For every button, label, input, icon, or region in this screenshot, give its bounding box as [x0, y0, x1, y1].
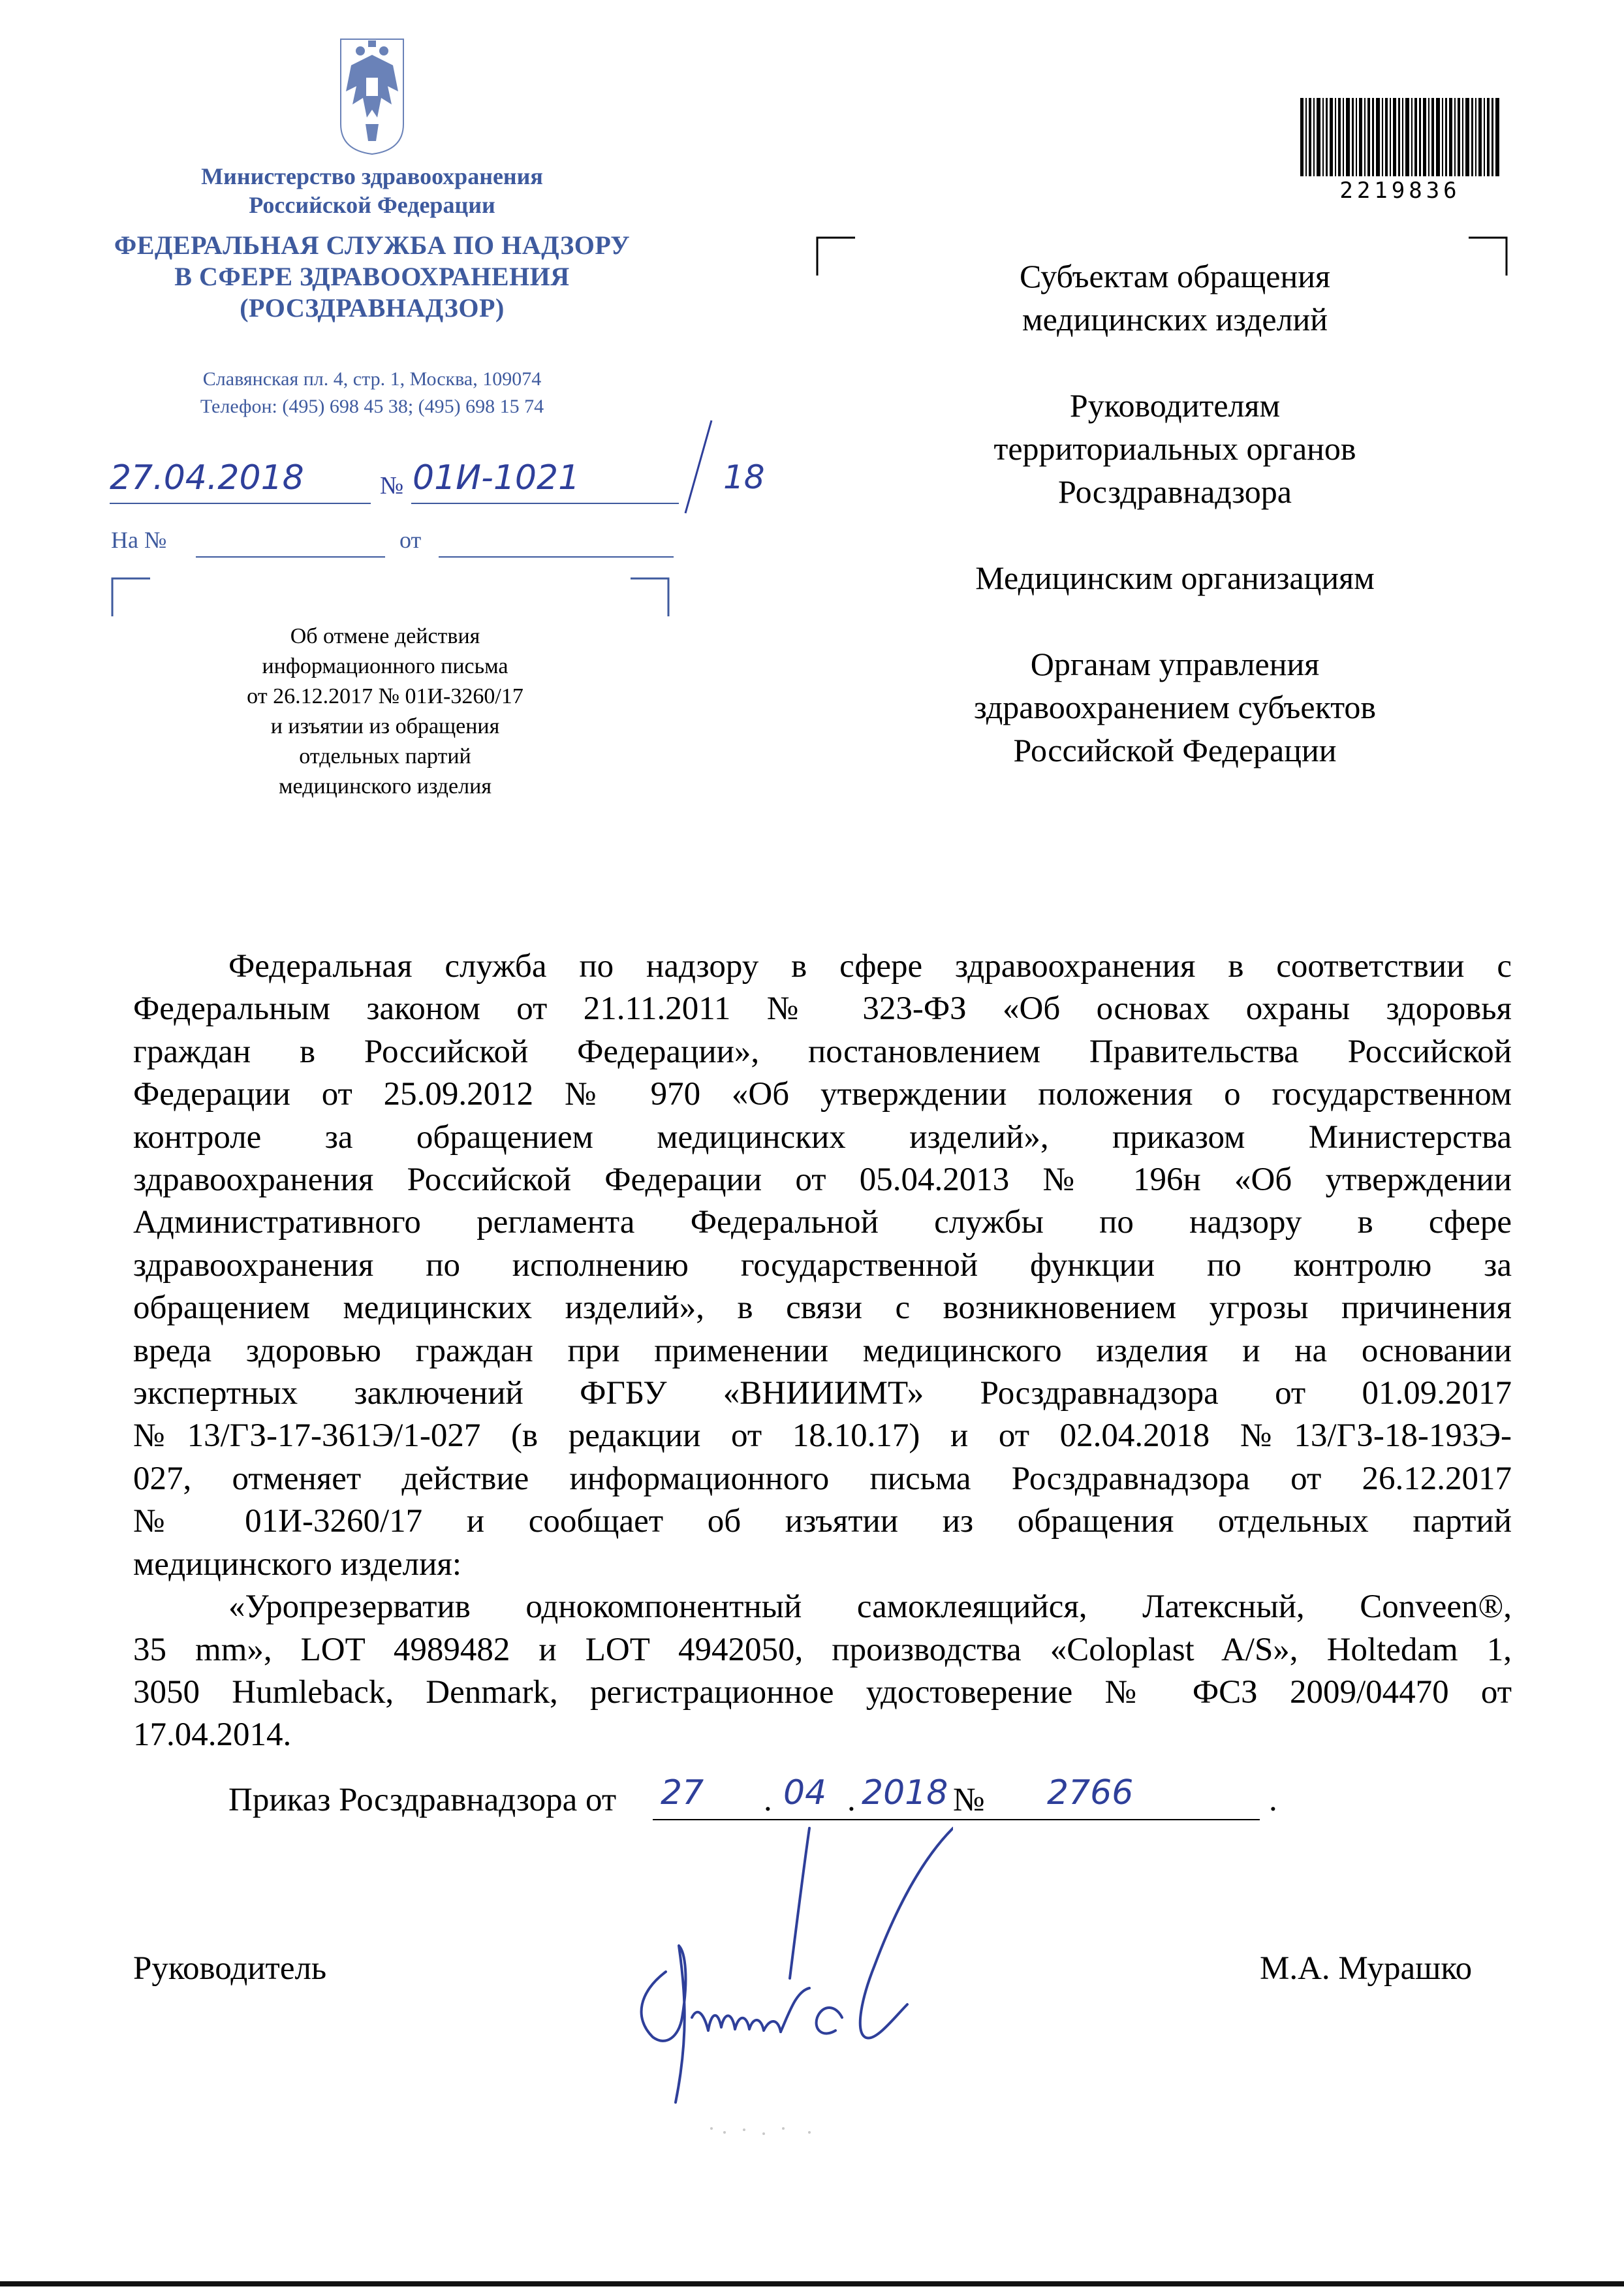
- outgoing-slash: [679, 418, 718, 516]
- body-line: здравоохранения Российской Федерации от 05.04.2013 № 196н «Об утверждении: [133, 1162, 1512, 1199]
- order-dot-1: .: [764, 1782, 772, 1818]
- body-line: Административного регламента Федеральной службы по надзору в сфере: [133, 1204, 1512, 1241]
- outgoing-date: 27.04.2018: [110, 458, 304, 498]
- phone-line: Телефон: (495) 698 45 38; (495) 698 15 74: [200, 396, 544, 417]
- service-name: [98, 230, 646, 324]
- recipient-corner-left: [816, 236, 855, 276]
- recipient-line: Руководителям: [1069, 387, 1281, 424]
- subject-line: отдельных партий: [299, 744, 471, 768]
- order-underline: [653, 1819, 1260, 1820]
- order-dot-2: .: [847, 1782, 856, 1818]
- recipient-group: [901, 255, 1449, 341]
- address-line: Славянская пл. 4, стр. 1, Москва, 109074: [202, 368, 542, 390]
- reply-to-underline: [196, 556, 385, 558]
- order-number: 2766: [1047, 1773, 1134, 1812]
- order-day: 27: [661, 1773, 704, 1812]
- outgoing-date-underline: [110, 503, 371, 504]
- body-line: медицинского изделия:: [133, 1545, 462, 1583]
- recipient-line: Росздравнадзора: [1058, 473, 1292, 510]
- outgoing-number-sign: №: [380, 472, 404, 499]
- body-line: Федеральная служба по надзору в сфере здравоохранения в соответствии с: [228, 948, 1512, 985]
- body-line: контроле за обращением медицинских изделий», приказом Министерства: [133, 1118, 1512, 1156]
- service-line-2: В СФЕРЕ ЗДРАВООХРАНЕНИЯ: [174, 262, 570, 291]
- body-line: «Уропрезерватив однокомпонентный самоклеящийся, Латексный, Conveen®,: [228, 1589, 1512, 1626]
- order-number-sign: №: [953, 1782, 985, 1818]
- recipient-corner-right: [1469, 236, 1508, 276]
- letterhead-address: [98, 366, 646, 420]
- letter-body: [133, 945, 1512, 1757]
- recipient-line: медицинских изделий: [1022, 301, 1328, 338]
- body-line: 35 mm», LOT 4989482 и LOT 4942050, производства «Coloplast A/S», Holtedam 1,: [133, 1631, 1512, 1668]
- body-line: здравоохранения по исполнению государственной функции по контролю за: [133, 1246, 1512, 1284]
- recipient-line: Субъектам обращения: [1020, 258, 1330, 294]
- ministry-name: [98, 162, 646, 219]
- body-line: № 01И-3260/17 и сообщает об изъятии из обращения отдельных партий: [133, 1503, 1512, 1540]
- body-line: №13/ГЗ-17-361Э/1-027 (в редакции от 18.10.17) и от 02.04.2018 №13/ГЗ-18-193Э-: [133, 1417, 1512, 1455]
- body-line: экспертных заключений ФГБУ «ВНИИИМТ» Росздравнадзора от 01.09.2017: [133, 1375, 1512, 1412]
- subject-corner-right: [631, 577, 670, 616]
- outgoing-number-suffix: 18: [723, 458, 765, 496]
- subject-line: от 26.12.2017 № 01И-3260/17: [247, 684, 523, 708]
- body-line: граждан в Российской Федерации», постановлением Правительства Российской: [133, 1033, 1512, 1070]
- recipient-group: [901, 384, 1449, 513]
- subject-line: информационного письма: [262, 654, 508, 678]
- reply-to-label: На №: [111, 527, 167, 553]
- letter-subject: [163, 622, 607, 802]
- recipient-line: здравоохранением субъектов: [973, 689, 1377, 725]
- ministry-line-1: Министерство здравоохранения: [201, 163, 543, 189]
- outgoing-number-underline: [411, 503, 679, 504]
- recipient-line: Органам управления: [1030, 646, 1320, 682]
- subject-line: медицинского изделия: [279, 774, 492, 799]
- body-line: 027, отменяет действие информационного письма Росздравнадзора от 26.12.2017: [133, 1460, 1512, 1497]
- barcode: [1299, 98, 1501, 176]
- body-line: 3050 Humleback, Denmark, регистрационное удостоверение № ФСЗ 2009/04470 от: [133, 1673, 1512, 1711]
- body-line: Федеральным законом от 21.11.2011 № 323-ФЗ «Об основах охраны здоровья: [133, 990, 1512, 1028]
- order-reference: [228, 1781, 616, 1819]
- body-line: обращением медицинских изделий», в связи с возникновением угрозы причинения: [133, 1289, 1512, 1327]
- recipient-line: территориальных органов: [993, 430, 1356, 467]
- subject-line: и изъятии из обращения: [270, 714, 500, 738]
- ministry-line-2: Российской Федерации: [249, 192, 495, 218]
- subject-line: Об отмене действия: [290, 624, 480, 648]
- reply-from-underline: [439, 556, 674, 558]
- recipient-group: [901, 556, 1449, 599]
- barcode-number: 2219836: [1339, 178, 1461, 204]
- order-month: 04: [783, 1773, 827, 1812]
- order-year: 2018: [862, 1773, 948, 1812]
- subject-corner-left: [111, 577, 150, 616]
- recipient-line: Российской Федерации: [1013, 732, 1337, 768]
- order-prefix: Приказ Росздравнадзора от: [228, 1782, 617, 1818]
- handwritten-signature: [614, 1822, 953, 2161]
- body-line: 17.04.2014.: [133, 1716, 292, 1754]
- bottom-border: [0, 2281, 1624, 2286]
- service-line-3: (РОСЗДРАВНАДЗОР): [240, 293, 505, 323]
- emblem-icon: [333, 26, 411, 157]
- service-line-1: ФЕДЕРАЛЬНАЯ СЛУЖБА ПО НАДЗОРУ: [114, 230, 631, 260]
- recipient-group: [901, 642, 1449, 772]
- recipients-block: [901, 255, 1449, 815]
- body-line: вреда здоровью граждан при применении медицинского изделия и на основании: [133, 1332, 1512, 1369]
- signatory-title: Руководитель: [133, 1950, 327, 1987]
- outgoing-number: 01И-1021: [413, 458, 580, 498]
- reply-from-label: от: [399, 527, 422, 553]
- signatory-name: М.А. Мурашко: [1260, 1950, 1473, 1987]
- recipient-line: Медицинским организациям: [975, 560, 1375, 596]
- order-end: .: [1269, 1782, 1277, 1818]
- body-line: Федерации от 25.09.2012 № 970 «Об утверждении положения о государственном: [133, 1076, 1512, 1113]
